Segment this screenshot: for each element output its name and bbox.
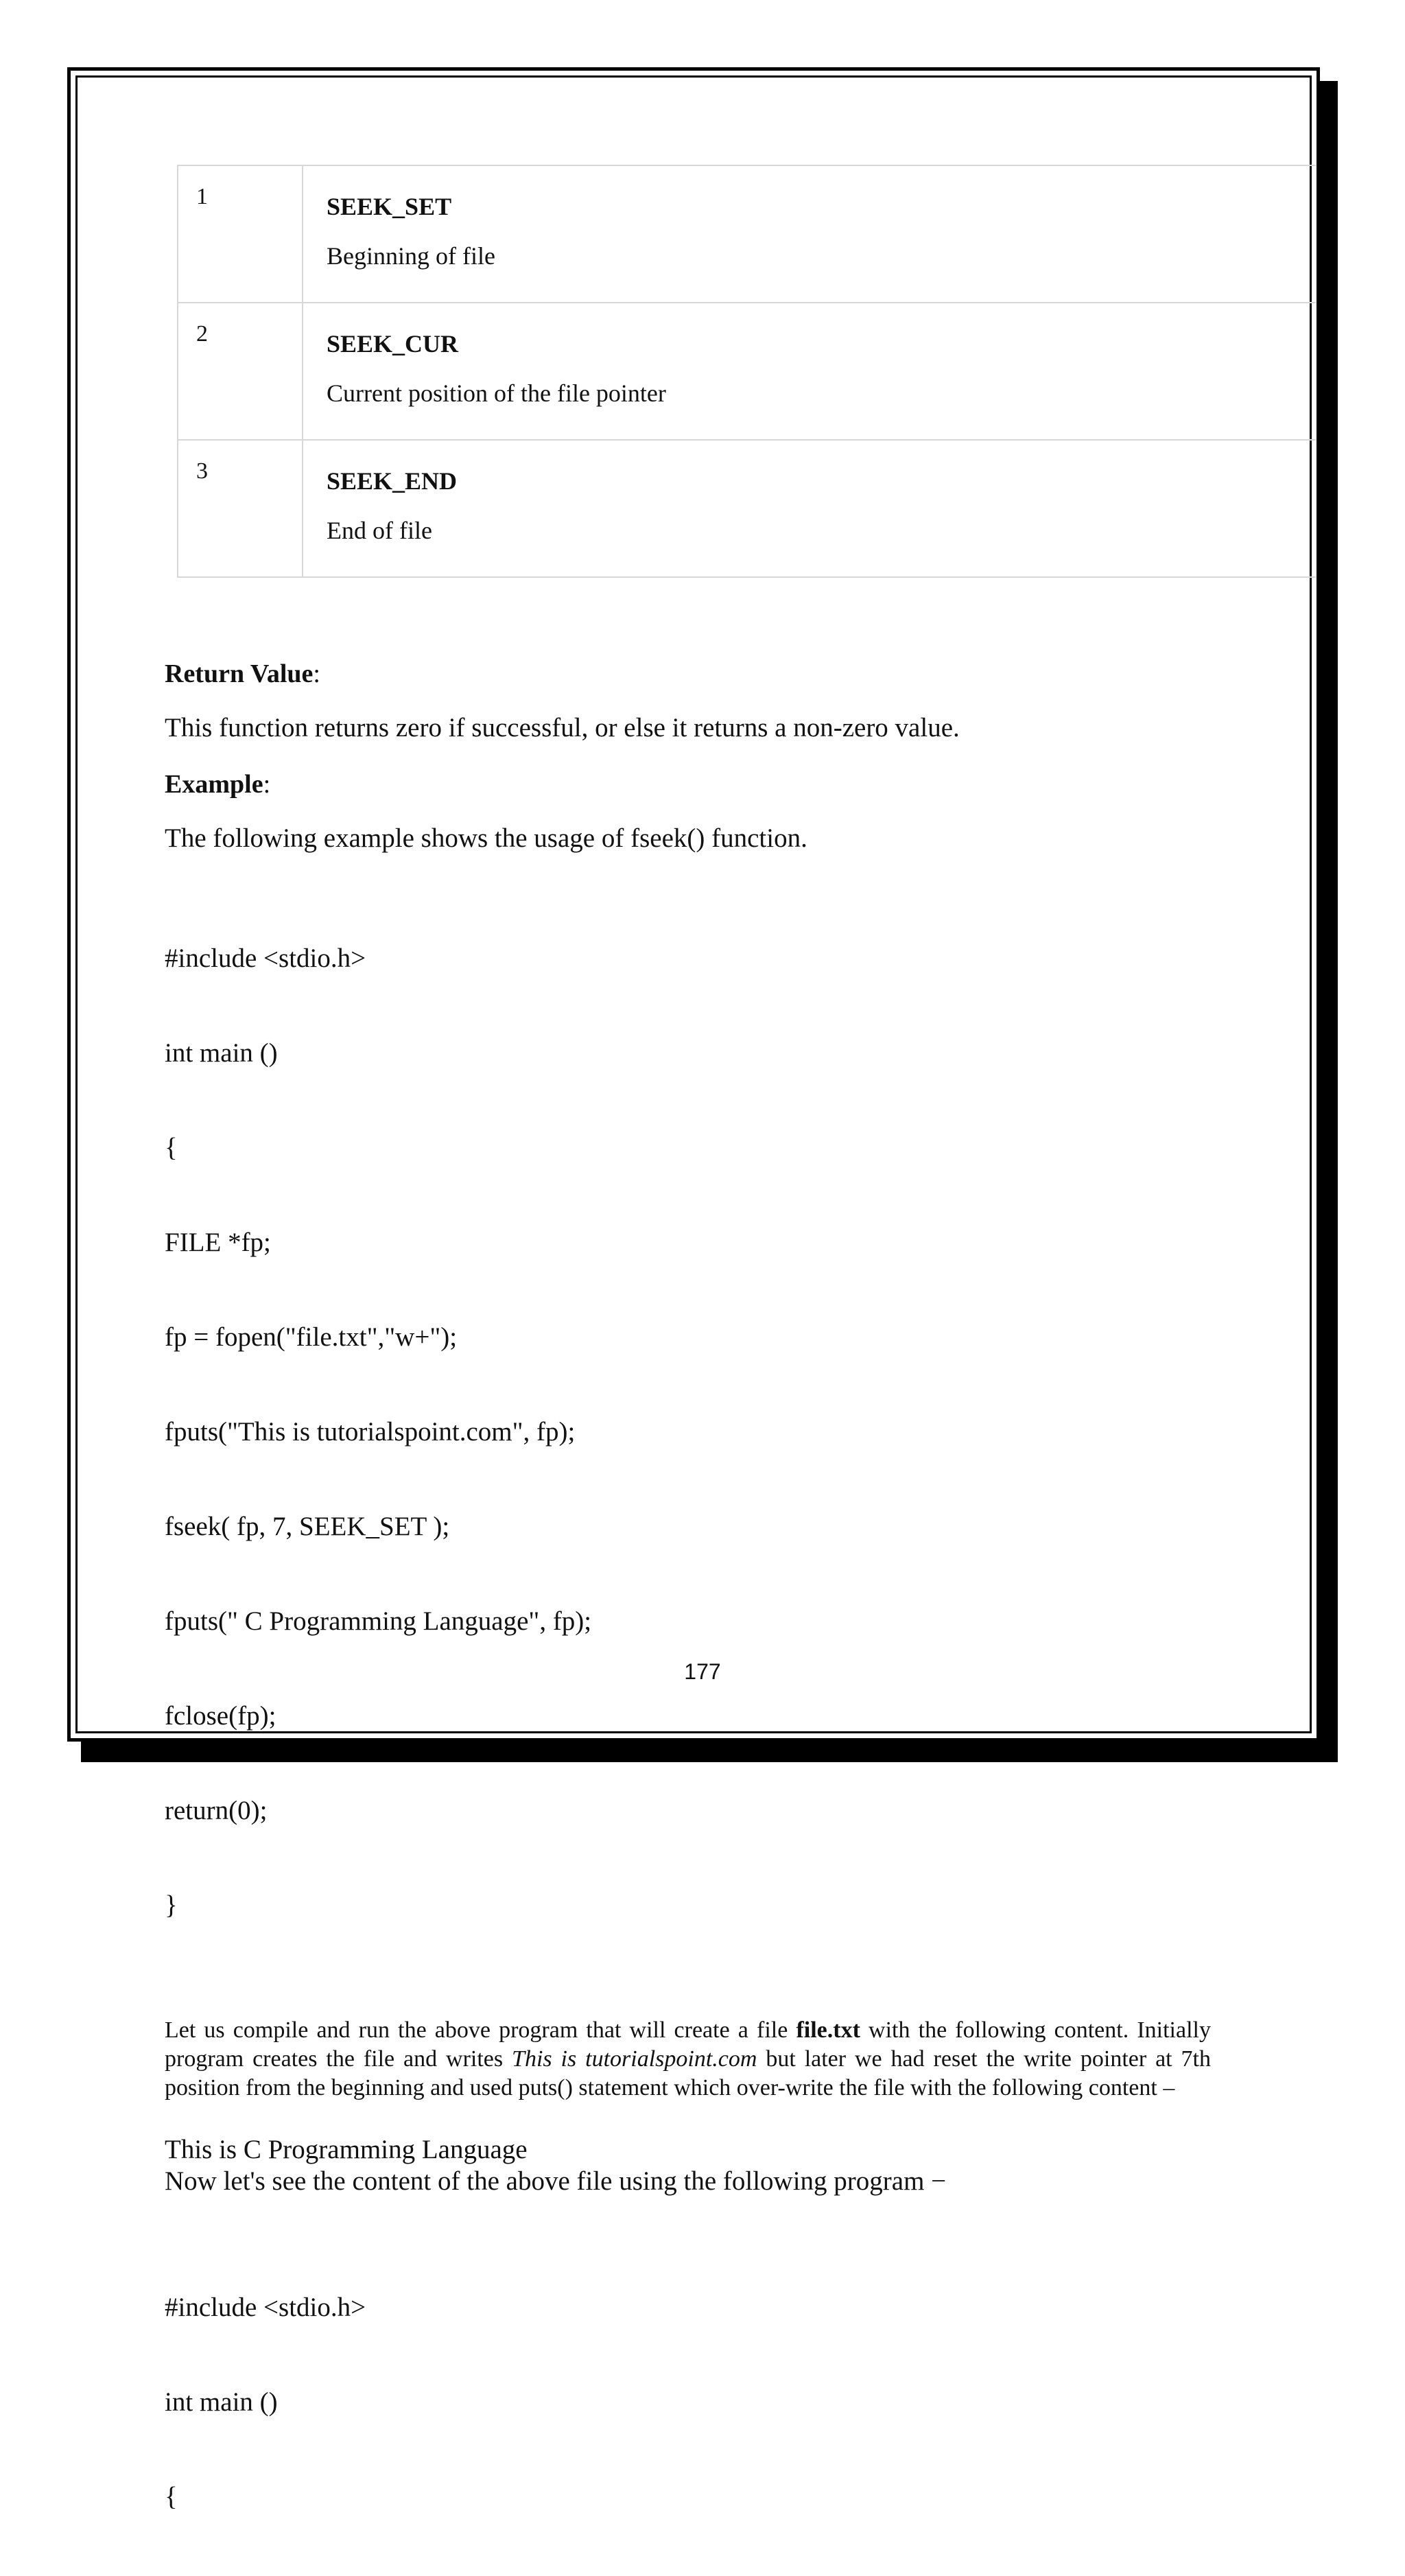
output-lines: [165, 2134, 1211, 2197]
heading-colon: :: [263, 769, 271, 799]
example-intro: The following example shows the usage of fseek() function.: [165, 823, 807, 853]
main-content: [165, 659, 1211, 2576]
explanation-text: but later we had reset the write pointer at 7th position from the beginning and used puts() statement which over-write the file with the following content –: [165, 2046, 1211, 2100]
heading-text: Return Value: [165, 659, 314, 688]
return-value-text: This function returns zero if successful, or else it returns a non-zero value.: [165, 713, 960, 742]
code-line: {: [165, 2481, 178, 2511]
row-number: 2: [178, 303, 303, 440]
seek-constants-table: [177, 165, 1316, 578]
code-line: int main (): [165, 2387, 278, 2417]
heading-colon: :: [313, 659, 320, 688]
code-line: FILE *fp;: [165, 1227, 271, 1257]
code-line: fputs("This is tutorialspoint.com", fp);: [165, 1416, 576, 1447]
table-row: [178, 440, 1316, 577]
constant-meaning: Beginning of file: [327, 242, 495, 270]
code-line: fseek( fp, 7, SEEK_SET );: [165, 1511, 450, 1541]
constant-meaning: Current position of the file pointer: [327, 379, 666, 407]
constant-name: SEEK_END: [327, 467, 458, 495]
code-line: #include <stdio.h>: [165, 2292, 366, 2322]
row-description: [303, 303, 1316, 440]
code-line: }: [165, 1890, 178, 1920]
code-line: #include <stdio.h>: [165, 943, 366, 973]
table-row: [178, 303, 1316, 440]
file-name: file.txt: [796, 2017, 860, 2043]
example-heading: [165, 769, 1211, 799]
explanation-text: Let us compile and run the above program that will create a file: [165, 2017, 796, 2043]
row-description: [303, 440, 1316, 577]
row-number: 1: [178, 165, 303, 303]
code-line: return(0);: [165, 1795, 268, 1825]
written-string: This is tutorialspoint.com: [512, 2046, 757, 2072]
row-number: 3: [178, 440, 303, 577]
code-block-1: [165, 880, 1211, 1984]
code-line: int main (): [165, 1038, 278, 1068]
constant-meaning: End of file: [327, 517, 432, 544]
output-line: This is C Programming Language: [165, 2134, 528, 2164]
code-block-2: [165, 2229, 1211, 2576]
constant-name: SEEK_SET: [327, 193, 452, 220]
return-value-heading: [165, 659, 1211, 689]
code-line: {: [165, 1132, 178, 1162]
follow-up-line: Now let's see the content of the above file using the following program −: [165, 2166, 947, 2196]
row-description: [303, 165, 1316, 303]
code-line: fputs(" C Programming Language", fp);: [165, 1606, 592, 1636]
code-line: fclose(fp);: [165, 1700, 276, 1731]
table-row: [178, 165, 1316, 303]
page-number: 177: [684, 1659, 721, 1684]
heading-text: Example: [165, 769, 263, 799]
explanation-text: with the following content. Initially program creates the file and writes: [165, 2017, 1211, 2072]
explanation-paragraph: [165, 2016, 1211, 2103]
constant-name: SEEK_CUR: [327, 330, 459, 358]
code-line: fp = fopen("file.txt","w+");: [165, 1322, 458, 1352]
